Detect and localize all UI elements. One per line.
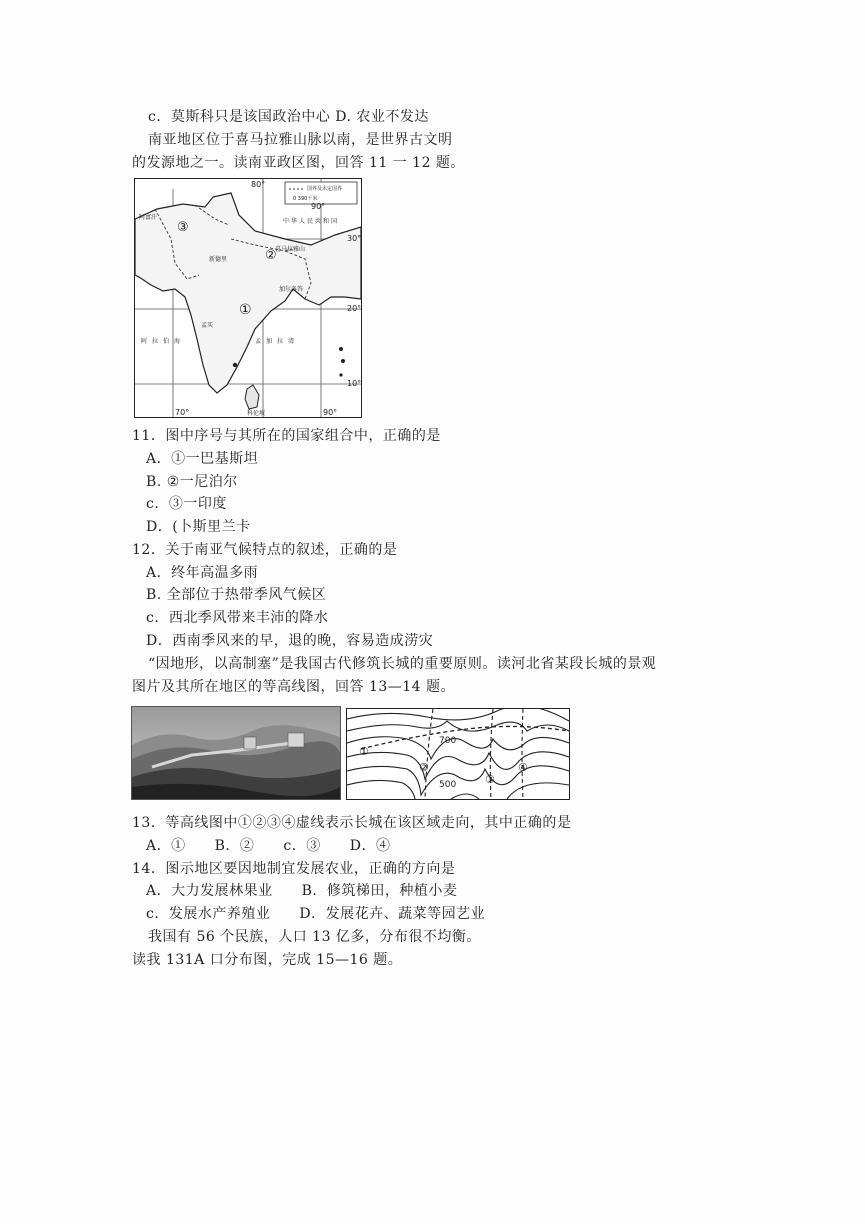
question-11-option-c: c．③一印度	[146, 496, 227, 512]
contour-label-3: ③	[485, 773, 495, 786]
map-lon-70: 70°	[175, 408, 190, 417]
contour-value-700: 700	[439, 736, 457, 746]
intro-population: 我国有 56 个民族，人口 13 亿多，分布很不均衡。	[148, 929, 481, 945]
question-11: 11．图中序号与其所在的国家组合中，正确的是	[132, 428, 441, 444]
question-11-option-b: B. ②一尼泊尔	[146, 474, 238, 490]
map-place-china: 中华人民共和国	[283, 218, 340, 225]
map-lat-10: 10°	[347, 379, 361, 388]
question-12-option-c: c．西北季风带来丰沛的降水	[146, 610, 329, 626]
map-place-colombo: 科伦坡	[247, 410, 266, 417]
map-place-delhi: 新德里	[209, 256, 228, 263]
contour-label-1: ①	[359, 745, 369, 758]
map-lat-30: 30°	[347, 234, 361, 243]
question-14-options-ab: A．大力发展林果业 B．修筑梯田，种植小麦	[146, 883, 458, 899]
map-place-arabian-sea: 阿拉伯海	[141, 338, 186, 345]
intro-south-asia: 南亚地区位于喜马拉雅山脉以南，是世界古文明	[148, 132, 453, 148]
question-11-option-d: D．(卜斯里兰卡	[146, 519, 251, 535]
question-12-option-b: B. 全部位于热带季风气候区	[146, 587, 327, 603]
contour-map	[346, 708, 570, 800]
question-12: 12．关于南亚气候特点的叙述，正确的是	[132, 542, 398, 558]
map-place-himalaya: 喜马拉雅山	[275, 246, 306, 253]
great-wall-photo-svg	[132, 707, 340, 799]
question-12-option-a: A．终年高温多雨	[146, 565, 259, 581]
intro-population-cont: 读我 131A 口分布图，完成 15—16 题。	[132, 952, 403, 968]
map-label-1: ①	[239, 302, 252, 318]
intro-great-wall-cont: 图片及其所在地区的等高线图，回答 13—14 题。	[132, 679, 456, 695]
map-scale: 0 390千米	[293, 196, 318, 202]
contour-label-2: ②	[419, 761, 429, 774]
question-12-option-d: D．西南季风来的早，退的晚，容易造成涝灾	[146, 633, 434, 649]
map-lon-90-bottom: 90°	[323, 408, 338, 417]
south-asia-map-svg	[135, 179, 361, 417]
question-13: 13．等高线图中①②③④虚线表示长城在该区域走向，其中正确的是	[132, 815, 572, 831]
question-11-option-a: A．①一巴基斯坦	[146, 451, 259, 467]
contour-label-4: ④	[518, 761, 528, 774]
question-14-options-cd: c．发展水产养殖业 D．发展花卉、蔬菜等园艺业	[146, 906, 486, 922]
map-label-2: ②	[265, 248, 277, 263]
question-14: 14．图示地区要因地制宜发展农业，正确的方向是	[132, 861, 456, 877]
intro-south-asia-cont: 的发源地之一。读南亚政区图，回答 11 一 12 题。	[132, 155, 465, 171]
map-lon-90-top: 90°	[311, 202, 326, 211]
map-place-bay-of-bengal: 孟加拉湾	[255, 338, 300, 345]
map-place-mumbai: 孟买	[201, 322, 214, 329]
great-wall-photo	[131, 706, 341, 800]
intro-great-wall: “因地形，以高制塞”是我国古代修筑长城的重要原则。读河北省某段长城的景观	[148, 656, 657, 672]
south-asia-map	[134, 178, 362, 418]
option-line-c: c．莫斯科只是该国政治中心 D. 农业不发达	[148, 109, 429, 125]
contour-value-500: 500	[439, 780, 457, 790]
map-lon-80: 80°	[251, 180, 266, 189]
contour-map-svg	[347, 709, 569, 799]
map-label-3: ③	[177, 220, 189, 235]
question-13-options: A．① B．② c．③ D．④	[146, 838, 391, 854]
map-lat-20: 20°	[347, 304, 361, 313]
map-place-kolkata: 加尔各答	[279, 286, 304, 293]
map-boundary-legend: 国界及未定国界	[307, 186, 343, 192]
map-place-afghanistan: 阿富汗	[139, 214, 158, 221]
